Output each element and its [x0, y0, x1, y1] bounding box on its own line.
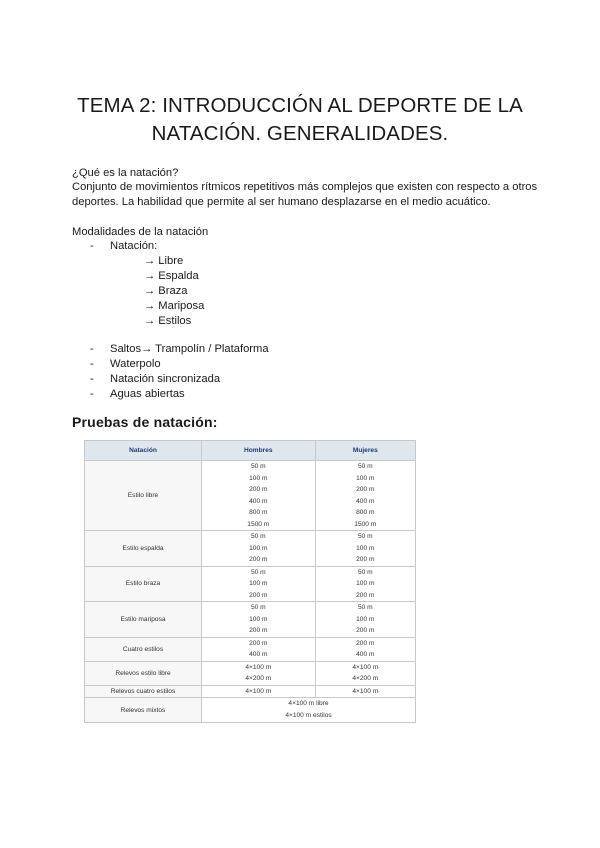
distance-value: 200 m: [249, 639, 268, 647]
distance-value: 100 m: [249, 580, 268, 587]
table-row: [85, 566, 416, 602]
distance-value: 50 m: [250, 604, 266, 611]
event-name-cell: Relevos cuatro estilos: [85, 685, 202, 698]
distance-value: 100 m: [356, 474, 375, 482]
distance-value: 50 m: [250, 463, 266, 470]
list-item: - Waterpolo: [90, 357, 269, 372]
distance-value: 4×100 m: [245, 687, 272, 695]
events-table: [84, 440, 416, 723]
mujeres-cell: [315, 602, 415, 638]
table-row: [85, 698, 416, 723]
hombres-cell: [202, 602, 316, 638]
style-item: → Estilos: [144, 315, 192, 327]
mixed-relay-cell: [202, 698, 416, 723]
distance-value: 200 m: [249, 556, 268, 563]
styles-list: [144, 254, 204, 329]
table-body: [85, 461, 416, 723]
distance-value: 100 m: [249, 615, 268, 623]
list-item: - Aguas abiertas: [90, 387, 269, 402]
distance-value: 50 m: [250, 568, 266, 576]
other-modalities-list: [90, 342, 269, 402]
hombres-cell: [202, 661, 316, 685]
mujeres-cell: [315, 531, 415, 567]
mujeres-cell: [315, 685, 415, 698]
hombres-cell: [202, 566, 316, 602]
table-row: [85, 685, 416, 698]
hombres-cell: [202, 461, 316, 531]
table-row: [85, 531, 416, 567]
event-name-cell: Estilo espalda: [85, 531, 202, 567]
hombres-cell: [202, 531, 316, 567]
distance-value: 800 m: [356, 509, 375, 516]
list-item: - Saltos→ Trampolín / Plataforma: [90, 342, 269, 357]
distance-value: 50 m: [357, 463, 373, 470]
distance-value: 4×100 m: [352, 687, 379, 695]
distance-value: 200 m: [356, 486, 375, 493]
distance-value: 400 m: [249, 497, 268, 505]
event-name-cell: Estilo libre: [85, 461, 202, 531]
distance-value: 200 m: [356, 639, 375, 647]
distance-value: 400 m: [356, 651, 375, 658]
distance-value: 400 m: [356, 497, 375, 505]
table-row: [85, 661, 416, 685]
distance-value: 4×100 m: [245, 663, 272, 671]
event-name-cell: Estilo mariposa: [85, 602, 202, 638]
event-name-cell: Cuatro estilos: [85, 637, 202, 661]
distance-value: 200 m: [249, 591, 268, 599]
distance-value: 4×100 m libre: [288, 700, 329, 707]
style-item: → Libre: [144, 255, 184, 267]
distance-value: 1500 m: [354, 520, 377, 528]
mujeres-cell: [315, 637, 415, 661]
definition-text: Conjunto de movimientos rítmicos repetitivos más complejos que existen con respecto a otros deportes. La habilidad que permite al ser humano desplazarse en el medio acuático.: [72, 181, 538, 208]
distance-value: 100 m: [356, 580, 375, 587]
style-item: → Braza: [144, 285, 188, 297]
list-item: - Natación:: [90, 239, 157, 254]
table-row: [85, 602, 416, 638]
table-row: [85, 461, 416, 531]
distance-value: 50 m: [357, 604, 373, 611]
distance-value: 4×200 m: [352, 675, 379, 682]
table-row: [85, 637, 416, 661]
list-item: - Natación sincronizada: [90, 372, 269, 387]
distance-value: 400 m: [249, 651, 268, 658]
mujeres-cell: [315, 461, 415, 531]
distance-value: 4×100 m estilos: [285, 712, 332, 719]
distance-value: 100 m: [356, 544, 375, 552]
mujeres-cell: [315, 566, 415, 602]
question-text: ¿Qué es la natación?: [72, 167, 179, 179]
distance-value: 50 m: [250, 533, 266, 540]
distance-value: 200 m: [356, 627, 375, 634]
modalidades-heading: Modalidades de la natación: [72, 226, 209, 238]
distance-value: 4×200 m: [245, 675, 272, 682]
distance-value: 50 m: [357, 568, 373, 576]
distance-value: 100 m: [249, 474, 268, 482]
pruebas-heading: Pruebas de natación:: [72, 414, 218, 430]
event-name-cell: Relevos estilo libre: [85, 661, 202, 685]
column-header: Hombres: [202, 441, 316, 461]
mujeres-cell: [315, 661, 415, 685]
column-header: Natación: [85, 441, 202, 461]
distance-value: 100 m: [249, 544, 268, 552]
table-header-row: [85, 441, 416, 461]
style-item: → Mariposa: [144, 300, 205, 312]
distance-value: 200 m: [356, 556, 375, 563]
event-name-cell: Estilo braza: [85, 566, 202, 602]
distance-value: 50 m: [357, 533, 373, 540]
distance-value: 1500 m: [247, 520, 270, 528]
event-name-cell: Relevos mixtos: [85, 698, 202, 723]
hombres-cell: [202, 637, 316, 661]
style-item: → Espalda: [144, 270, 199, 282]
distance-value: 200 m: [356, 591, 375, 599]
distance-value: 4×100 m: [352, 663, 379, 671]
distance-value: 800 m: [249, 509, 268, 516]
page-title: TEMA 2: INTRODUCCIÓN AL DEPORTE DE LA NATACIÓN. GENERALIDADES.: [77, 94, 523, 145]
column-header: Mujeres: [315, 441, 415, 461]
distance-value: 200 m: [249, 627, 268, 634]
modalidades-list: [90, 239, 157, 254]
hombres-cell: [202, 685, 316, 698]
distance-value: 200 m: [249, 486, 268, 493]
distance-value: 100 m: [356, 615, 375, 623]
